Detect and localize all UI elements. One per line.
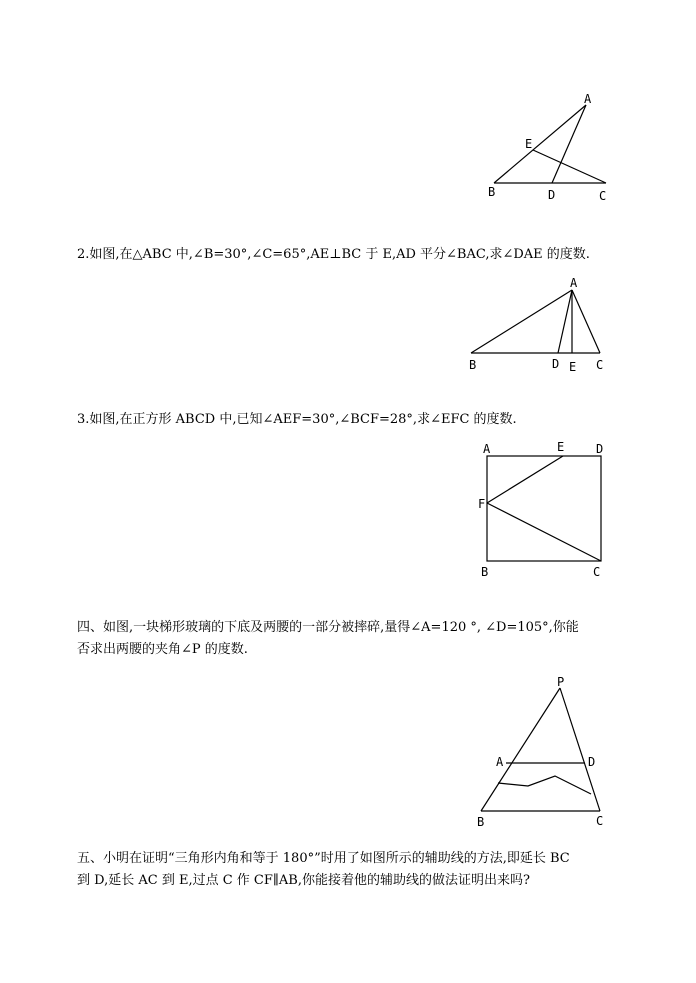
label-a: A — [483, 442, 491, 456]
label-c: C — [596, 358, 604, 372]
label-c: C — [596, 814, 604, 828]
question-3-text: 3.如图,在正方形 ABCD 中,已知∠AEF=30°,∠BCF=28°,求∠EFC 的度数. — [77, 412, 517, 427]
label-b: B — [469, 358, 477, 372]
question-5-line-1: 五、小明在证明“三角形内角和等于 180°”时用了如图所示的辅助线的方法,即延长 BC — [77, 851, 570, 866]
label-c: C — [593, 565, 601, 579]
label-d: D — [588, 755, 596, 769]
segment-pc — [560, 688, 600, 811]
label-b: B — [481, 565, 489, 579]
question-5-line-2: 到 D,延长 AC 到 E,过点 C 作 CF∥AB,你能接着他的辅助线的做法证明出来吗? — [77, 873, 530, 888]
label-a: A — [584, 92, 592, 106]
label-p: P — [557, 675, 565, 689]
label-d: D — [548, 188, 556, 202]
segment-pb — [481, 688, 560, 811]
label-e: E — [569, 360, 577, 374]
label-e: E — [525, 137, 533, 151]
label-b: B — [488, 185, 496, 199]
label-d: D — [552, 357, 560, 371]
label-f: F — [478, 497, 486, 511]
label-a: A — [496, 755, 504, 769]
label-b: B — [477, 815, 485, 829]
label-e: E — [557, 440, 565, 454]
question-4-line-2: 否求出两腰的夹角∠P 的度数. — [77, 642, 248, 657]
question-4-line-1: 四、如图,一块梯形玻璃的下底及两腰的一部分被摔碎,量得∠A=120 °, ∠D=105°,你能 — [77, 620, 579, 635]
label-c: C — [599, 189, 607, 203]
label-d: D — [596, 442, 604, 456]
label-a: A — [570, 276, 578, 290]
question-2-text: 2.如图,在△ABC 中,∠B=30°,∠C=65°,AE⊥BC 于 E,AD 平分∠BAC,求∠DAE 的度数. — [77, 247, 590, 262]
broken-edge — [498, 776, 591, 794]
